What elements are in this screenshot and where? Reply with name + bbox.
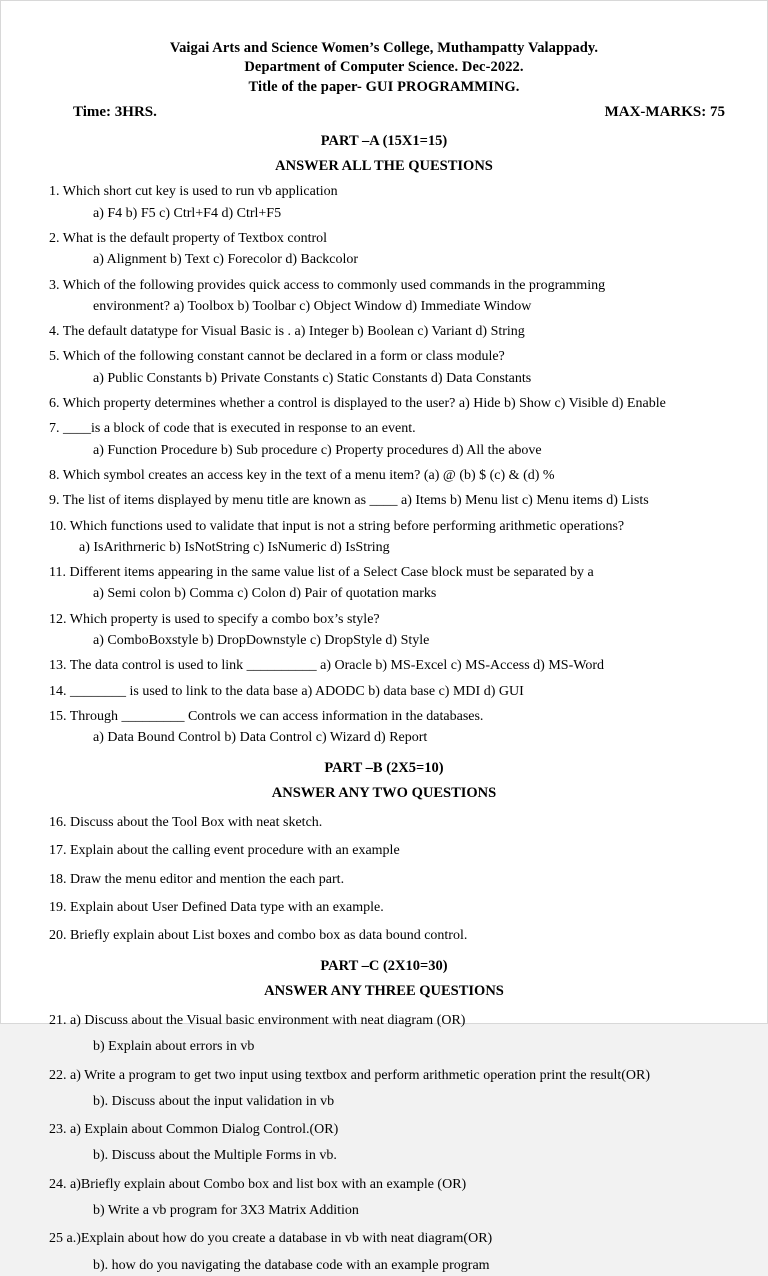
question-item — [31, 926, 737, 946]
question-item — [31, 813, 737, 833]
question-text: 18. Draw the menu editor and mention the each part. — [49, 871, 345, 887]
question-text: 16. Discuss about the Tool Box with neat sketch. — [49, 814, 323, 830]
question-options: a) Function Procedure b) Sub procedure c) Property procedures d) All the above — [93, 442, 542, 458]
question-text: 3. Which of the following provides quick access to commonly used commands in the programming — [49, 277, 606, 293]
part-c-heading — [31, 956, 737, 1003]
question-item — [31, 276, 737, 318]
part-a-title: PART –A (15X1=15) — [320, 132, 448, 149]
question-item — [31, 517, 737, 559]
question-options: a) Alignment b) Text c) Forecolor d) Backcolor — [93, 252, 359, 268]
question-text: 21. a) Discuss about the Visual basic environment with neat diagram (OR) — [49, 1012, 466, 1028]
question-item — [31, 322, 737, 342]
question-text: 6. Which property determines whether a control is displayed to the user? a) Hide b) Show c) Visible d) Enable — [49, 396, 666, 412]
question-text: 8. Which symbol creates an access key in the text of a menu item? (a) @ (b) $ (c) & (d) % — [49, 467, 555, 483]
question-item — [31, 898, 737, 918]
question-subpart: b). how do you navigating the database code with an example program — [93, 1257, 490, 1273]
part-c-question-list — [31, 1011, 737, 1276]
question-subpart: b) Write a vb program for 3X3 Matrix Addition — [93, 1203, 359, 1219]
time-marks-row — [31, 104, 737, 121]
question-item — [31, 466, 737, 486]
exam-duration: Time: 3HRS. — [73, 103, 157, 120]
question-subpart: b) Explain about errors in vb — [93, 1039, 255, 1055]
question-text: 14. ________ is used to link to the data base a) ADODC b) data base c) MDI d) GUI — [49, 683, 524, 699]
part-a-heading — [31, 131, 737, 178]
part-b-title: PART –B (2X5=10) — [324, 760, 444, 777]
question-text: 22. a) Write a program to get two input using textbox and perform arithmetic operation print the result(OR) — [49, 1067, 651, 1083]
question-item — [31, 347, 737, 389]
question-options: environment? a) Toolbox b) Toolbar c) Object Window d) Immediate Window — [93, 298, 532, 314]
part-b-heading — [31, 758, 737, 805]
question-text: 4. The default datatype for Visual Basic is . a) Integer b) Boolean c) Variant d) String — [49, 324, 525, 340]
question-text: 9. The list of items displayed by menu title are known as ____ a) Items b) Menu list c) Menu items d) Lists — [49, 493, 649, 509]
question-text: 11. Different items appearing in the same value list of a Select Case block must be separated by a — [49, 565, 594, 581]
part-c-instruction: ANSWER ANY THREE QUESTIONS — [264, 983, 504, 1000]
max-marks: MAX-MARKS: 75 — [604, 103, 725, 120]
question-item — [31, 610, 737, 652]
question-text: 15. Through _________ Controls we can access information in the databases. — [49, 708, 484, 724]
question-text: 23. a) Explain about Common Dialog Control.(OR) — [49, 1122, 339, 1138]
question-item — [31, 182, 737, 224]
question-options: a) Public Constants b) Private Constants c) Static Constants d) Data Constants — [93, 370, 532, 386]
question-item — [31, 1120, 737, 1167]
question-subpart: b). Discuss about the input validation in vb — [93, 1093, 335, 1109]
question-text: 1. Which short cut key is used to run vb application — [49, 184, 338, 200]
question-text: 17. Explain about the calling event procedure with an example — [49, 843, 400, 859]
college-name: Vaigai Arts and Science Women’s College, Muthampatty Valappady. — [169, 40, 599, 56]
question-text: 7. ____is a block of code that is executed in response to an event. — [49, 421, 416, 437]
question-text: 12. Which property is used to specify a combo box’s style? — [49, 611, 380, 627]
question-options: a) F4 b) F5 c) Ctrl+F4 d) Ctrl+F5 — [93, 205, 282, 221]
part-a-instruction: ANSWER ALL THE QUESTIONS — [275, 157, 493, 174]
question-text: 19. Explain about User Defined Data type with an example. — [49, 899, 384, 915]
paper-title: Title of the paper- GUI PROGRAMMING. — [248, 78, 520, 95]
question-item — [31, 870, 737, 890]
question-item — [31, 682, 737, 702]
document-header — [31, 39, 737, 97]
question-item — [31, 229, 737, 271]
part-b-instruction: ANSWER ANY TWO QUESTIONS — [271, 785, 497, 802]
question-item — [31, 563, 737, 605]
question-text: 10. Which functions used to validate that input is not a string before performing arithmetic operations? — [49, 518, 625, 534]
part-a-question-list — [31, 182, 737, 748]
question-item — [31, 1229, 737, 1276]
document-sheet — [1, 1, 767, 1273]
question-item — [31, 394, 737, 414]
question-text: 24. a)Briefly explain about Combo box and list box with an example (OR) — [49, 1176, 467, 1192]
part-b-question-list — [31, 813, 737, 946]
question-text: 2. What is the default property of Textbox control — [49, 230, 328, 246]
question-item — [31, 1175, 737, 1222]
part-c-title: PART –C (2X10=30) — [320, 958, 448, 975]
department-line: Department of Computer Science. Dec-2022. — [244, 59, 524, 76]
question-text: 13. The data control is used to link __________ a) Oracle b) MS-Excel c) MS-Access d) MS-Word — [49, 658, 604, 674]
question-item — [31, 419, 737, 461]
question-options: a) IsArithrneric b) IsNotString c) IsNumeric d) IsString — [79, 539, 390, 555]
question-item — [31, 1066, 737, 1113]
question-options: a) Data Bound Control b) Data Control c) Wizard d) Report — [93, 730, 428, 746]
question-item — [31, 1011, 737, 1058]
question-options: a) Semi colon b) Comma c) Colon d) Pair of quotation marks — [93, 586, 437, 602]
question-text: 5. Which of the following constant cannot be declared in a form or class module? — [49, 349, 505, 365]
question-text: 20. Briefly explain about List boxes and combo box as data bound control. — [49, 928, 468, 944]
question-options: a) ComboBoxstyle b) DropDownstyle c) DropStyle d) Style — [93, 632, 430, 648]
question-text: 25 a.)Explain about how do you create a database in vb with neat diagram(OR) — [49, 1231, 493, 1247]
question-item — [31, 707, 737, 749]
question-item — [31, 841, 737, 861]
question-item — [31, 656, 737, 676]
question-subpart: b). Discuss about the Multiple Forms in vb. — [93, 1148, 337, 1164]
question-item — [31, 491, 737, 511]
